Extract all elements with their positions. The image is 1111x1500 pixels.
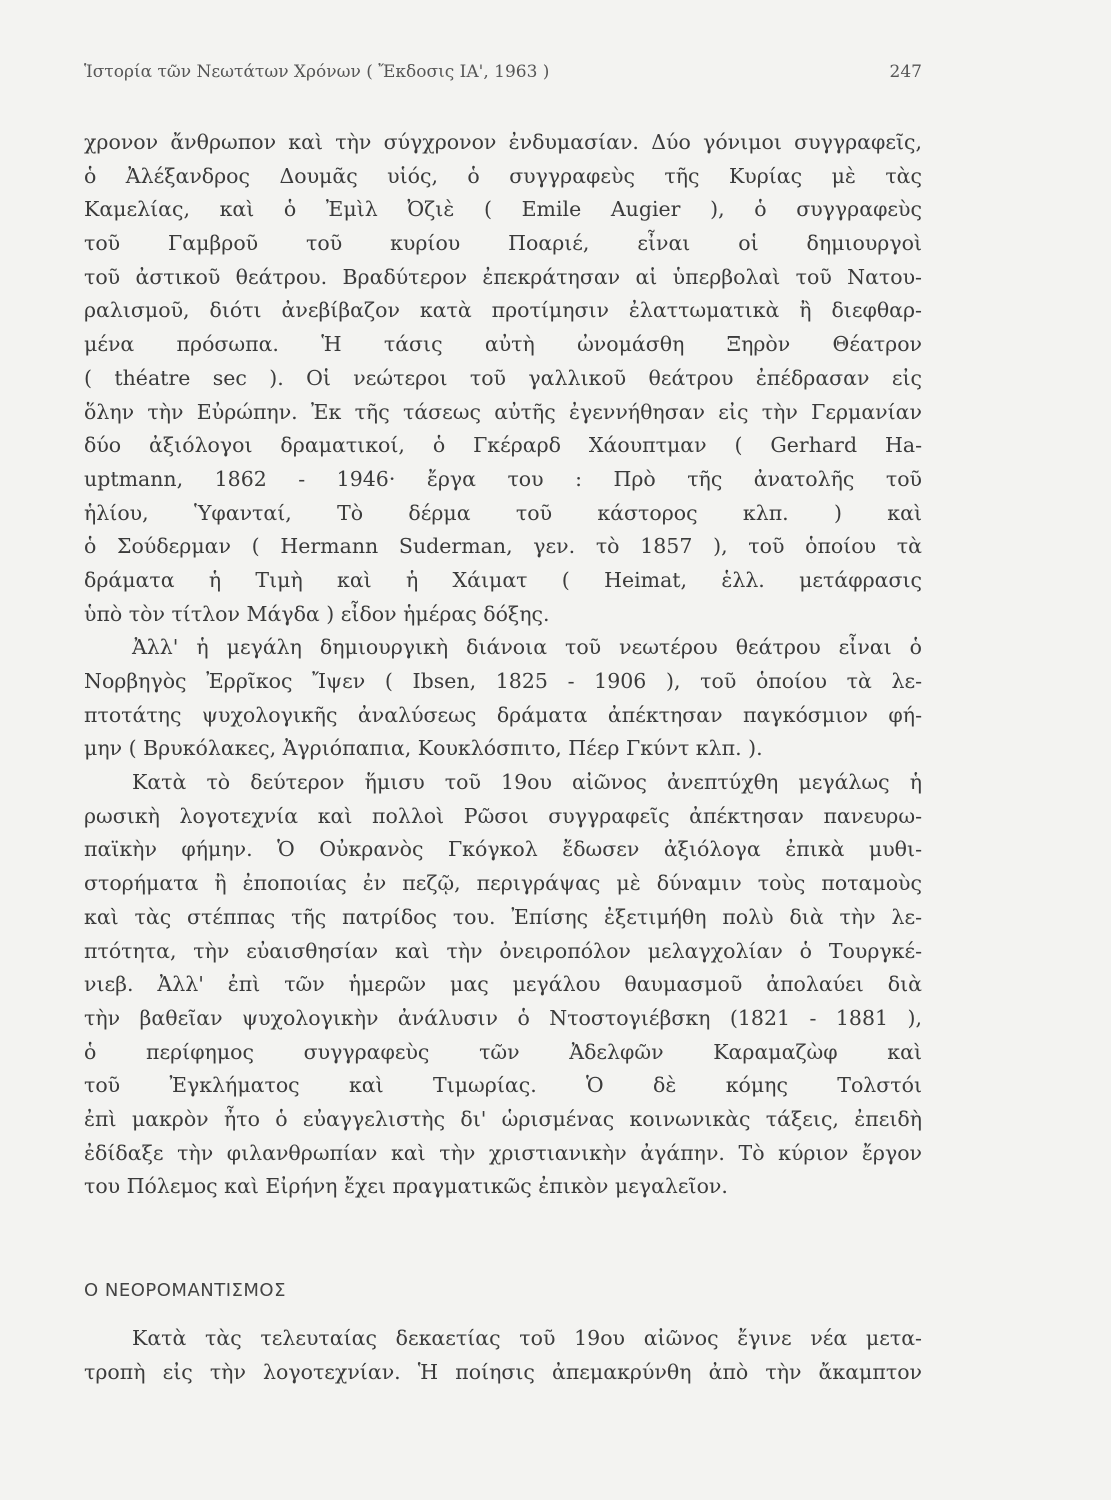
- text-line: δύο ἀξιόλογοι δραματικοί, ὁ Γκέραρδ Χάουπτμαν ( Gerhard Ha-: [84, 433, 922, 458]
- text-line: ὑπὸ τὸν τίτλον Μάγδα ) εἶδον ἡμέρας δόξης.: [84, 601, 550, 626]
- text-line: ὁ Ἀλέξανδρος Δουμᾶς υἱός, ὁ συγγραφεὺς τῆς Κυρίας μὲ τὰς: [84, 163, 922, 188]
- text-line: μένα πρόσωπα. Ἡ τάσις αὐτὴ ὠνομάσθη Ξηρὸν Θέατρον: [84, 332, 922, 357]
- text-line: ( théatre sec ). Οἱ νεώτεροι τοῦ γαλλικοῦ θεάτρου ἐπέδρασαν εἰς: [84, 365, 922, 390]
- text-line: ὁ περίφημος συγγραφεὺς τῶν Ἀδελφῶν Καραμαζὼφ καὶ: [84, 1039, 922, 1064]
- section-heading: Ο ΝΕΟΡΟΜΑΝΤΙΣΜΟΣ: [84, 1280, 286, 1301]
- text-line: Νορβηγὸς Ἐρρῖκος Ἴψεν ( Ibsen, 1825 - 1906 ), τοῦ ὁποίου τὰ λε-: [84, 669, 922, 693]
- text-line: χρονον ἄνθρωπον καὶ τὴν σύγχρονον ἐνδυμασίαν. Δύο γόνιμοι συγγραφεῖς,: [84, 130, 922, 154]
- section-text: [84, 1322, 922, 1389]
- text-line: Καμελίας, καὶ ὁ Ἐμὶλ Ὀζιὲ ( Emile Augier ), ὁ συγγραφεὺς: [84, 197, 922, 222]
- text-line: ὁ Σούδερμαν ( Hermann Suderman, γεν. τὸ 1857 ), τοῦ ὁποίου τὰ: [84, 534, 922, 559]
- text-line: στορήματα ἢ ἐποποιίας ἐν πεζῷ, περιγράψας μὲ δύναμιν τοὺς ποταμοὺς: [84, 871, 922, 896]
- text-line: πτότητα, τὴν εὐαισθησίαν καὶ τὴν ὀνειροπόλον μελαγχολίαν ὁ Τουργκέ-: [84, 938, 922, 963]
- text-line: τροπὴ εἰς τὴν λογοτεχνίαν. Ἡ ποίησις ἀπεμακρύνθη ἀπὸ τὴν ἄκαμπτον: [84, 1359, 922, 1384]
- text-line: ἡλίου, Ὑφανταί, Τὸ δέρμα τοῦ κάστορος κλπ. ) καὶ: [84, 500, 922, 525]
- running-title: Ἱστορία τῶν Νεωτάτων Χρόνων ( Ἔκδοσις ΙΑ', 1963 ): [84, 62, 550, 82]
- text-line: πτοτάτης ψυχολογικῆς ἀναλύσεως δράματα ἀπέκτησαν παγκόσμιον φή-: [84, 702, 922, 727]
- text-line: ραλισμοῦ, διότι ἀνεβίβαζον κατὰ προτίμησιν ἐλαττωματικὰ ἢ διεφθαρ-: [84, 298, 922, 323]
- text-line: παϊκὴν φήμην. Ὁ Οὐκρανὸς Γκόγκολ ἔδωσεν ἀξιόλογα ἐπικὰ μυθι-: [84, 837, 922, 862]
- text-line: ὅλην τὴν Εὐρώπην. Ἐκ τῆς τάσεως αὐτῆς ἐγεννήθησαν εἰς τὴν Γερμανίαν: [84, 399, 922, 424]
- text-line: καὶ τὰς στέππας τῆς πατρίδος του. Ἐπίσης ἐξετιμήθη πολὺ διὰ τὴν λε-: [84, 904, 922, 929]
- text-line: Κατὰ τὰς τελευταίας δεκαετίας τοῦ 19ου αἰῶνος ἔγινε νέα μετα-: [132, 1326, 922, 1350]
- text-line: μην ( Βρυκόλακες, Ἀγριόπαπια, Κουκλόσπιτο, Πέερ Γκύντ κλπ. ).: [84, 736, 763, 761]
- main-text: [84, 126, 922, 1204]
- running-header: [84, 62, 922, 82]
- text-line: uptmann, 1862 - 1946· ἔργα του : Πρὸ τῆς ἀνατολῆς τοῦ: [84, 466, 922, 491]
- text-line: Κατὰ τὸ δεύτερον ἥμισυ τοῦ 19ου αἰῶνος ἀνεπτύχθη μεγάλως ἡ: [132, 770, 922, 795]
- text-line: ρωσικὴ λογοτεχνία καὶ πολλοὶ Ρῶσοι συγγραφεῖς ἀπέκτησαν πανευρω-: [84, 803, 922, 828]
- text-line: ἐπὶ μακρὸν ἦτο ὁ εὐαγγελιστὴς δι' ὡρισμένας κοινωνικὰς τάξεις, ἐπειδὴ: [84, 1106, 922, 1131]
- text-line: ἐδίδαξε τὴν φιλανθρωπίαν καὶ τὴν χριστιανικὴν ἀγάπην. Τὸ κύριον ἔργον: [84, 1140, 922, 1165]
- text-line: δράματα ἡ Τιμὴ καὶ ἡ Χάιματ ( Heimat, ἑλλ. μετάφρασις: [84, 567, 922, 592]
- page-number: 247: [889, 62, 922, 82]
- text-line: τὴν βαθεῖαν ψυχολογικὴν ἀνάλυσιν ὁ Ντοστογιέβσκη (1821 - 1881 ),: [84, 1005, 922, 1030]
- text-line: νιεβ. Ἀλλ' ἐπὶ τῶν ἡμερῶν μας μεγάλου θαυμασμοῦ ἀπολαύει διὰ: [84, 972, 922, 997]
- text-line: του Πόλεμος καὶ Εἰρήνη ἔχει πραγματικῶς ἐπικὸν μεγαλεῖον.: [84, 1174, 728, 1199]
- text-line: Ἀλλ' ἡ μεγάλη δημιουργικὴ διάνοια τοῦ νεωτέρου θεάτρου εἶναι ὁ: [132, 635, 922, 660]
- text-line: τοῦ Γαμβροῦ τοῦ κυρίου Ποαριέ, εἶναι οἱ δημιουργοὶ: [84, 231, 922, 256]
- text-line: τοῦ ἀστικοῦ θεάτρου. Βραδύτερον ἐπεκράτησαν αἱ ὑπερβολαὶ τοῦ Νατου-: [84, 264, 922, 289]
- text-line: τοῦ Ἐγκλήματος καὶ Τιμωρίας. Ὁ δὲ κόμης Τολστόι: [84, 1073, 922, 1098]
